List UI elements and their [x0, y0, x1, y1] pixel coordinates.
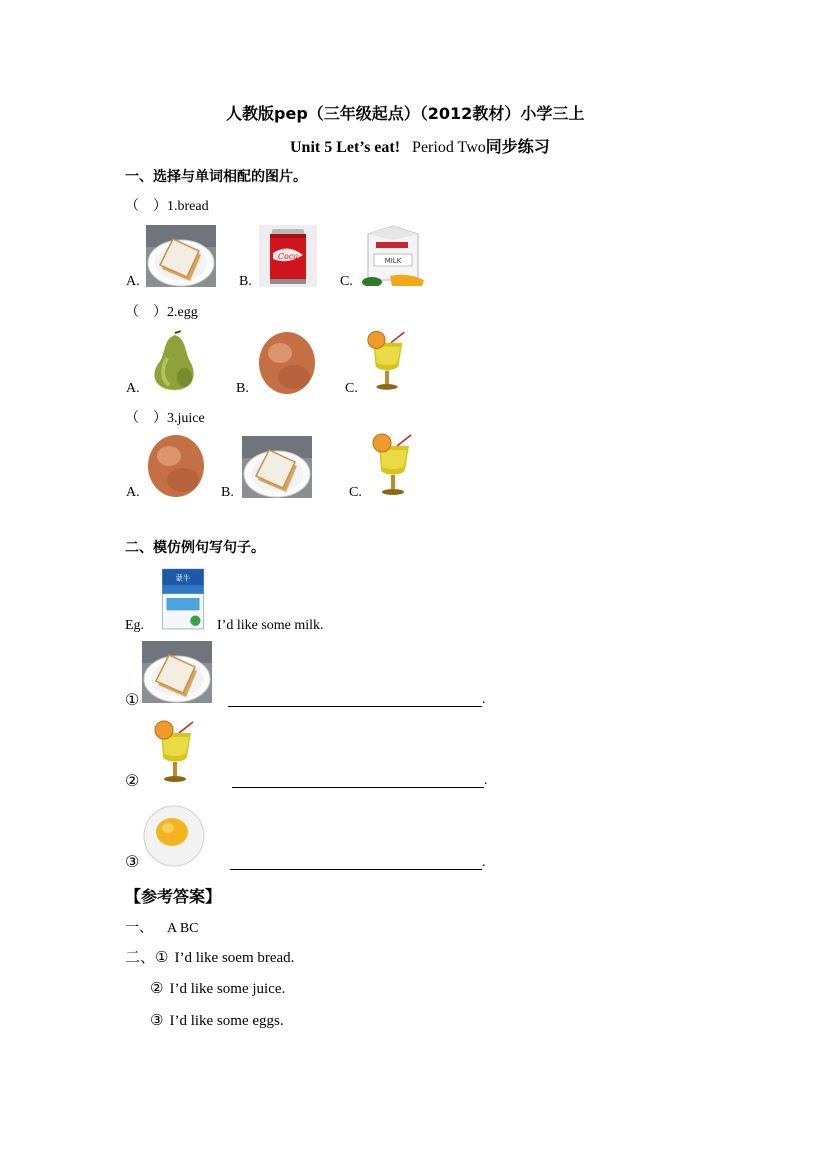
page-subtitle [290, 134, 550, 157]
answer-marker: ③ [150, 1013, 164, 1029]
subtitle-period: Period Two [412, 139, 486, 156]
question-1-line [125, 195, 209, 215]
section1-heading: 一、选择与单词相配的图片。 [125, 169, 307, 185]
juice-glass-icon [142, 719, 208, 785]
option-letter: B. [239, 274, 252, 289]
option-letter: B. [236, 381, 249, 396]
blank-end: . [484, 773, 488, 788]
item-marker: ③ [125, 854, 140, 871]
milk-carton-icon [360, 224, 426, 286]
bread-icon [142, 641, 212, 703]
title-pep: pep [274, 104, 308, 123]
answer-part2-label: 二、 [125, 948, 156, 966]
option-letter: B. [221, 485, 234, 500]
boiled-egg-icon [142, 800, 206, 868]
juice-glass-icon [369, 432, 417, 498]
answer-blank[interactable] [230, 869, 482, 870]
answer-part1-text: A BC [167, 921, 199, 936]
answers-heading: 【参考答案】 [125, 887, 222, 906]
option-letter: C. [349, 485, 362, 500]
option-letter: C. [340, 274, 353, 289]
answer-text: I’d like some eggs. [169, 1013, 284, 1029]
option-letter: A. [126, 485, 140, 500]
answer-blank[interactable] [228, 706, 482, 707]
question-2-line [125, 301, 198, 321]
egg-icon [256, 329, 318, 395]
page-title [226, 101, 584, 124]
answer-blank[interactable] [232, 787, 484, 788]
option-letter: A. [126, 381, 140, 396]
question-word: 1.bread [167, 199, 209, 214]
answer-bracket: （ ） [125, 305, 167, 320]
bread-icon [146, 225, 216, 287]
answer-text: I’d like soem bread. [174, 950, 295, 966]
option-letter: A. [126, 274, 140, 289]
title-cn-2: （三年级起点）（2012教材）小学三上 [307, 104, 585, 123]
blank-end: . [482, 692, 486, 707]
answer-marker: ① [155, 950, 169, 966]
blank-end: . [482, 855, 486, 870]
subtitle-cn: 同步练习 [485, 137, 550, 156]
answer-part2-line2 [150, 979, 285, 998]
bread-icon [242, 436, 312, 498]
question-word: 2.egg [167, 305, 198, 320]
egg-icon [145, 432, 207, 498]
answer-bracket: （ ） [125, 411, 167, 426]
milk-box-icon [158, 567, 208, 631]
answer-part1 [125, 917, 199, 937]
juice-glass-icon [364, 328, 410, 394]
question-3-line [125, 407, 205, 427]
answer-part2-line3 [150, 1011, 284, 1030]
section2-heading: 二、模仿例句写句子。 [125, 540, 265, 556]
subtitle-unit: Unit 5 Let’s eat! [290, 139, 401, 156]
option-letter: C. [345, 381, 358, 396]
cola-can-icon [259, 225, 317, 287]
title-cn-1: 人教版 [226, 104, 275, 123]
item-marker: ① [125, 692, 140, 709]
question-word: 3.juice [167, 411, 205, 426]
answer-part2-line1 [125, 946, 294, 967]
answer-text: I’d like some juice. [169, 981, 286, 997]
answer-part1-label: 一、 [125, 920, 153, 936]
example-sentence: I’d like some milk. [217, 618, 324, 633]
pear-icon [146, 328, 200, 394]
item-marker: ② [125, 773, 140, 790]
answer-marker: ② [150, 981, 164, 997]
answer-bracket: （ ） [125, 199, 167, 214]
example-label: Eg. [125, 618, 145, 633]
